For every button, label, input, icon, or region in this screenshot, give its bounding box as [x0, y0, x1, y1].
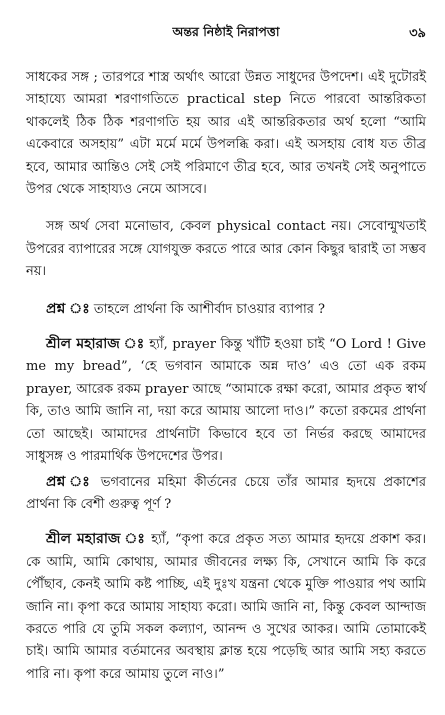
page-number: ৩৯ — [409, 26, 426, 41]
speaker-label: শ্রীল মহারাজ ঃ — [46, 336, 145, 353]
answer-text: হ্যাঁ, prayer কিন্তু খাঁটি হওয়া চাই “O Lord ! Give me my bread”, ‘হে ভগবান আমাকে অন্ন দাও’ এও তো এক রকম prayer, আরেক রকম prayer আছে “আমাকে রক্ষা করো, আমার প্রকৃত স্বার্থ কি, তাও আমি জানি না, দয়া করে আমায় আলো দাও।” কতো রকমের প্রার্থনা তো আছেই। আমাদের প্রার্থনাটা কিভাবে হবে তা নির্ভর করছে আমাদের সাধুসঙ্গ ও পারমার্থিক উপদেশের উপর। — [26, 337, 426, 465]
answer-1 — [26, 333, 426, 468]
paragraph-2: সঙ্গ অর্থ সেবা মনোভাব, কেবল physical contact নয়। সেবোন্মুখতাই উপরের ব্যাপারের সঙ্গে যোগযুক্ত করতে পারে আর কোন কিছুর দ্বারাই তা সম্ভব নয়। — [26, 219, 426, 280]
question-label: প্রশ্ন ঃ — [46, 473, 94, 490]
question-text: তাহলে প্রার্থনা কি আশীর্বাদ চাওয়ার ব্যাপার ? — [89, 301, 325, 317]
answer-text: হ্যাঁ, “কৃপা করে প্রকৃত সত্য আমার হৃদয়ে প্রকাশ কর। কে আমি, আমি কোথায়, আমার জীবনের লক্ষ্য কি, সেখানে আমি কি করে পৌঁছাব, কেনই আমি কষ্ট পাচ্ছি, এই দুঃখ যন্ত্রনা থেকে মুক্তি পাওয়ার পথ আমি জানি না। কৃপা করে আমায় সাহায্য করো। আমি জানি না, কিন্তু কেবল আন্দাজ করতে পারি যে তুমি সকল কল্যাণ, আনন্দ ও সুখের আকর। আমি তোমাকেই চাই। আমি আমার বর্তমানের অবস্থায় ক্লান্ত হয়ে পড়েছি আর আমি সহ্য করতে পারি না। কৃপা করে আমায় তুলে নাও।” — [26, 532, 426, 682]
question-text: ভগবানের মহিমা কীর্তনের চেয়ে তাঁর আমার হৃদয়ে প্রকাশের প্রার্থনা কি বেশী গুরুত্ব পূর্ণ ? — [26, 474, 427, 512]
question-1 — [26, 298, 426, 321]
page-header — [26, 0, 426, 48]
speaker-label: শ্রীল মহারাজ ঃ — [46, 531, 147, 548]
question-label: প্রশ্ন ঃ — [46, 300, 90, 317]
book-page — [26, 0, 427, 682]
body-text — [26, 67, 426, 686]
answer-2 — [26, 528, 426, 686]
paragraph-1: সাধকের সঙ্গ ; তারপরে শাস্ত্র অর্থাৎ আরো উন্নত সাধুদের উপদেশ। এই দুটোরই সাহায্যে আমরা শরণাগতিতে practical step নিতে পারবো আন্তরিকতা থাকলেই ঠিক ঠিক শরণাগতি হয় আর এই আন্তরিকতার অর্থ হলো “আমি একেবারে অসহায়” এটা মর্মে মর্মে উপলব্ধি করা। এই অসহায় বোধ যত তীব্র হবে, আমার আন্তিও সেই সেই পরিমাণে তীব্র হবে, আর তখনই সেই অনুপাতে উপর থেকে সাহায্যও নেমে আসবে। — [26, 70, 426, 198]
question-2 — [26, 471, 426, 517]
running-title: অন্তর নিষ্ঠাই নিরাপত্তা — [172, 24, 280, 39]
